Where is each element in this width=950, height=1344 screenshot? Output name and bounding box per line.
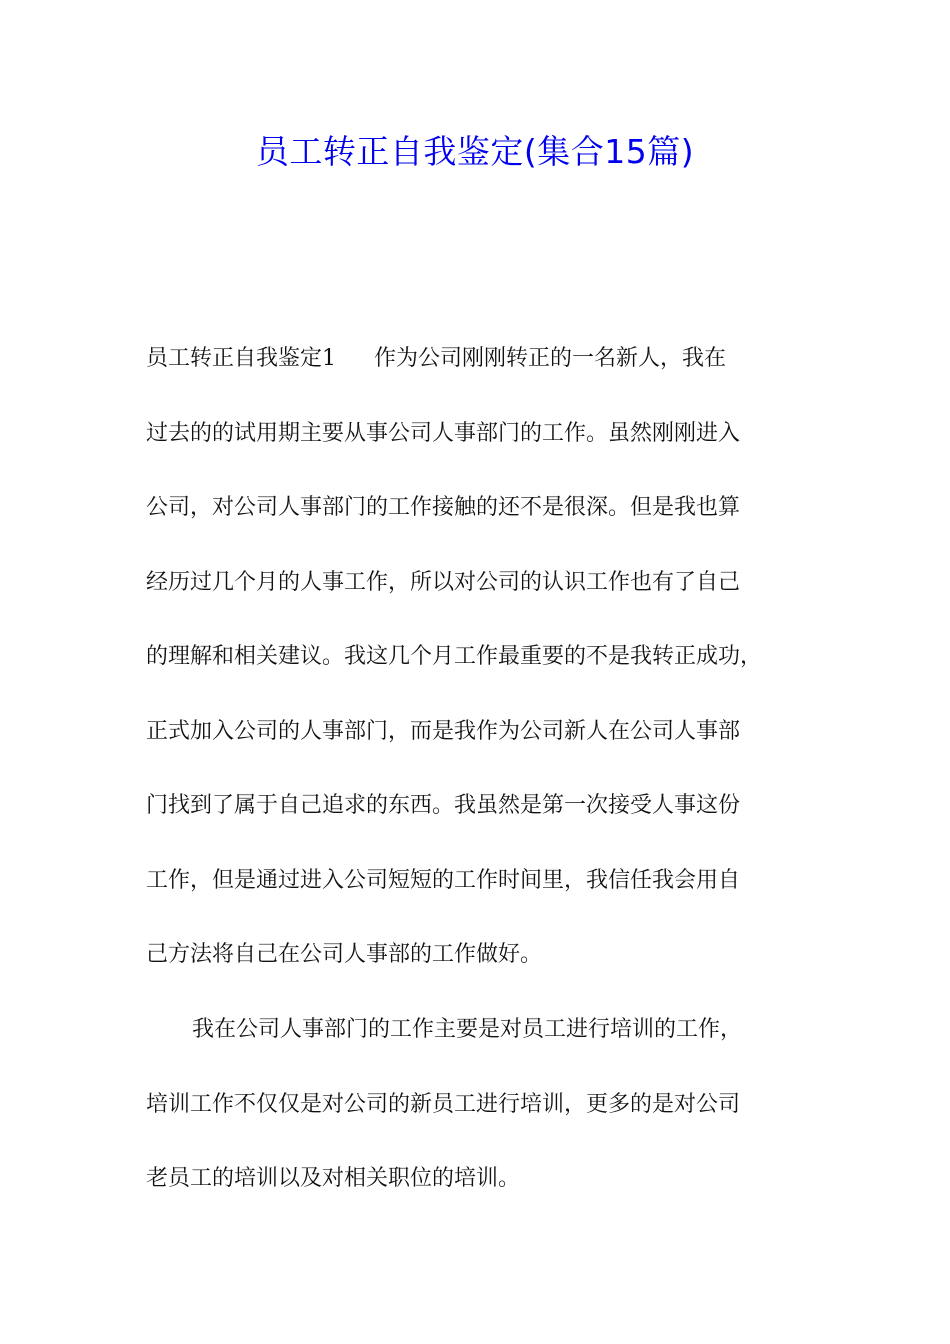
document-title: 员工转正自我鉴定(集合15篇) [255, 132, 695, 171]
paragraph-line: 过去的的试用期主要从事公司人事部门的工作。虽然刚刚进入 [146, 421, 741, 446]
paragraph-line: 老员工的培训以及对相关职位的培训。 [146, 1166, 521, 1191]
paragraph-line: 门找到了属于自己追求的东西。我虽然是第一次接受人事这份 [146, 793, 741, 818]
paragraph-line: 的理解和相关建议。我这几个月工作最重要的不是我转正成功， [146, 644, 763, 669]
paragraph-line: 我在公司人事部门的工作主要是对员工进行培训的工作， [192, 1017, 743, 1042]
paragraph-line: 公司，对公司人事部门的工作接触的还不是很深。但是我也算 [146, 495, 741, 520]
section-heading: 员工转正自我鉴定1 [146, 346, 336, 371]
paragraph-line: 培训工作不仅仅是对公司的新员工进行培训，更多的是对公司 [146, 1092, 741, 1117]
paragraph-line: 己方法将自己在公司人事部的工作做好。 [146, 942, 543, 967]
paragraph-line [146, 343, 816, 375]
paragraph-line: 工作，但是通过进入公司短短的工作时间里，我信任我会用自 [146, 868, 741, 893]
paragraph-text: 作为公司刚刚转正的一名新人，我在 [374, 346, 727, 371]
paragraph-line: 正式加入公司的人事部门，而是我作为公司新人在公司人事部 [146, 719, 741, 744]
paragraph-line: 经历过几个月的人事工作，所以对公司的认识工作也有了自己 [146, 570, 741, 595]
